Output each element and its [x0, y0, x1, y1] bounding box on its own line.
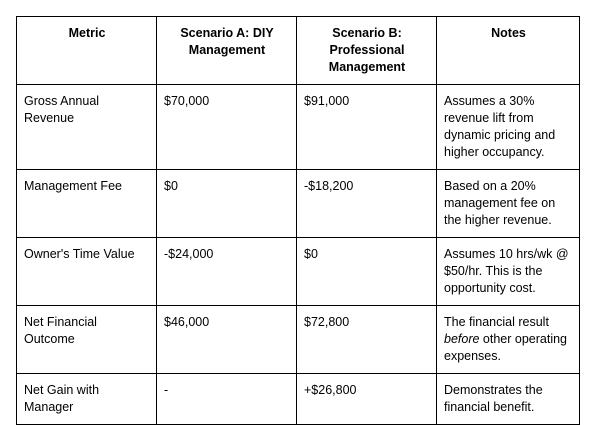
metric-cell: Owner's Time Value — [17, 238, 157, 306]
header-scenario-a: Scenario A: DIY Management — [157, 17, 297, 85]
table-row — [17, 306, 580, 374]
scenario-a-cell: $0 — [157, 170, 297, 238]
notes-cell: Based on a 20% management fee on the higher revenue. — [437, 170, 580, 238]
notes-cell: Demonstrates the financial benefit. — [437, 374, 580, 425]
scenario-b-cell: $91,000 — [297, 85, 437, 170]
table-row — [17, 170, 580, 238]
notes-emphasis: before — [444, 332, 480, 346]
header-scenario-b: Scenario B: Professional Management — [297, 17, 437, 85]
header-notes: Notes — [437, 17, 580, 85]
scenario-b-cell: -$18,200 — [297, 170, 437, 238]
metric-cell: Management Fee — [17, 170, 157, 238]
metric-cell: Net Gain with Manager — [17, 374, 157, 425]
table-header-row — [17, 17, 580, 85]
scenario-a-cell: $70,000 — [157, 85, 297, 170]
notes-cell: Assumes a 30% revenue lift from dynamic pricing and higher occupancy. — [437, 85, 580, 170]
scenario-comparison-table — [16, 16, 580, 425]
scenario-a-cell: $46,000 — [157, 306, 297, 374]
metric-cell: Gross Annual Revenue — [17, 85, 157, 170]
scenario-b-cell: $0 — [297, 238, 437, 306]
notes-text-start: The financial result — [444, 315, 549, 329]
header-metric: Metric — [17, 17, 157, 85]
scenario-b-cell: +$26,800 — [297, 374, 437, 425]
notes-cell: Assumes 10 hrs/wk @ $50/hr. This is the opportunity cost. — [437, 238, 580, 306]
scenario-b-cell: $72,800 — [297, 306, 437, 374]
table-row — [17, 85, 580, 170]
table-row — [17, 374, 580, 425]
metric-cell: Net Financial Outcome — [17, 306, 157, 374]
scenario-a-cell: -$24,000 — [157, 238, 297, 306]
table-row — [17, 238, 580, 306]
notes-text-end: other operating expenses. — [444, 332, 568, 363]
scenario-a-cell: - — [157, 374, 297, 425]
notes-cell — [437, 306, 580, 374]
